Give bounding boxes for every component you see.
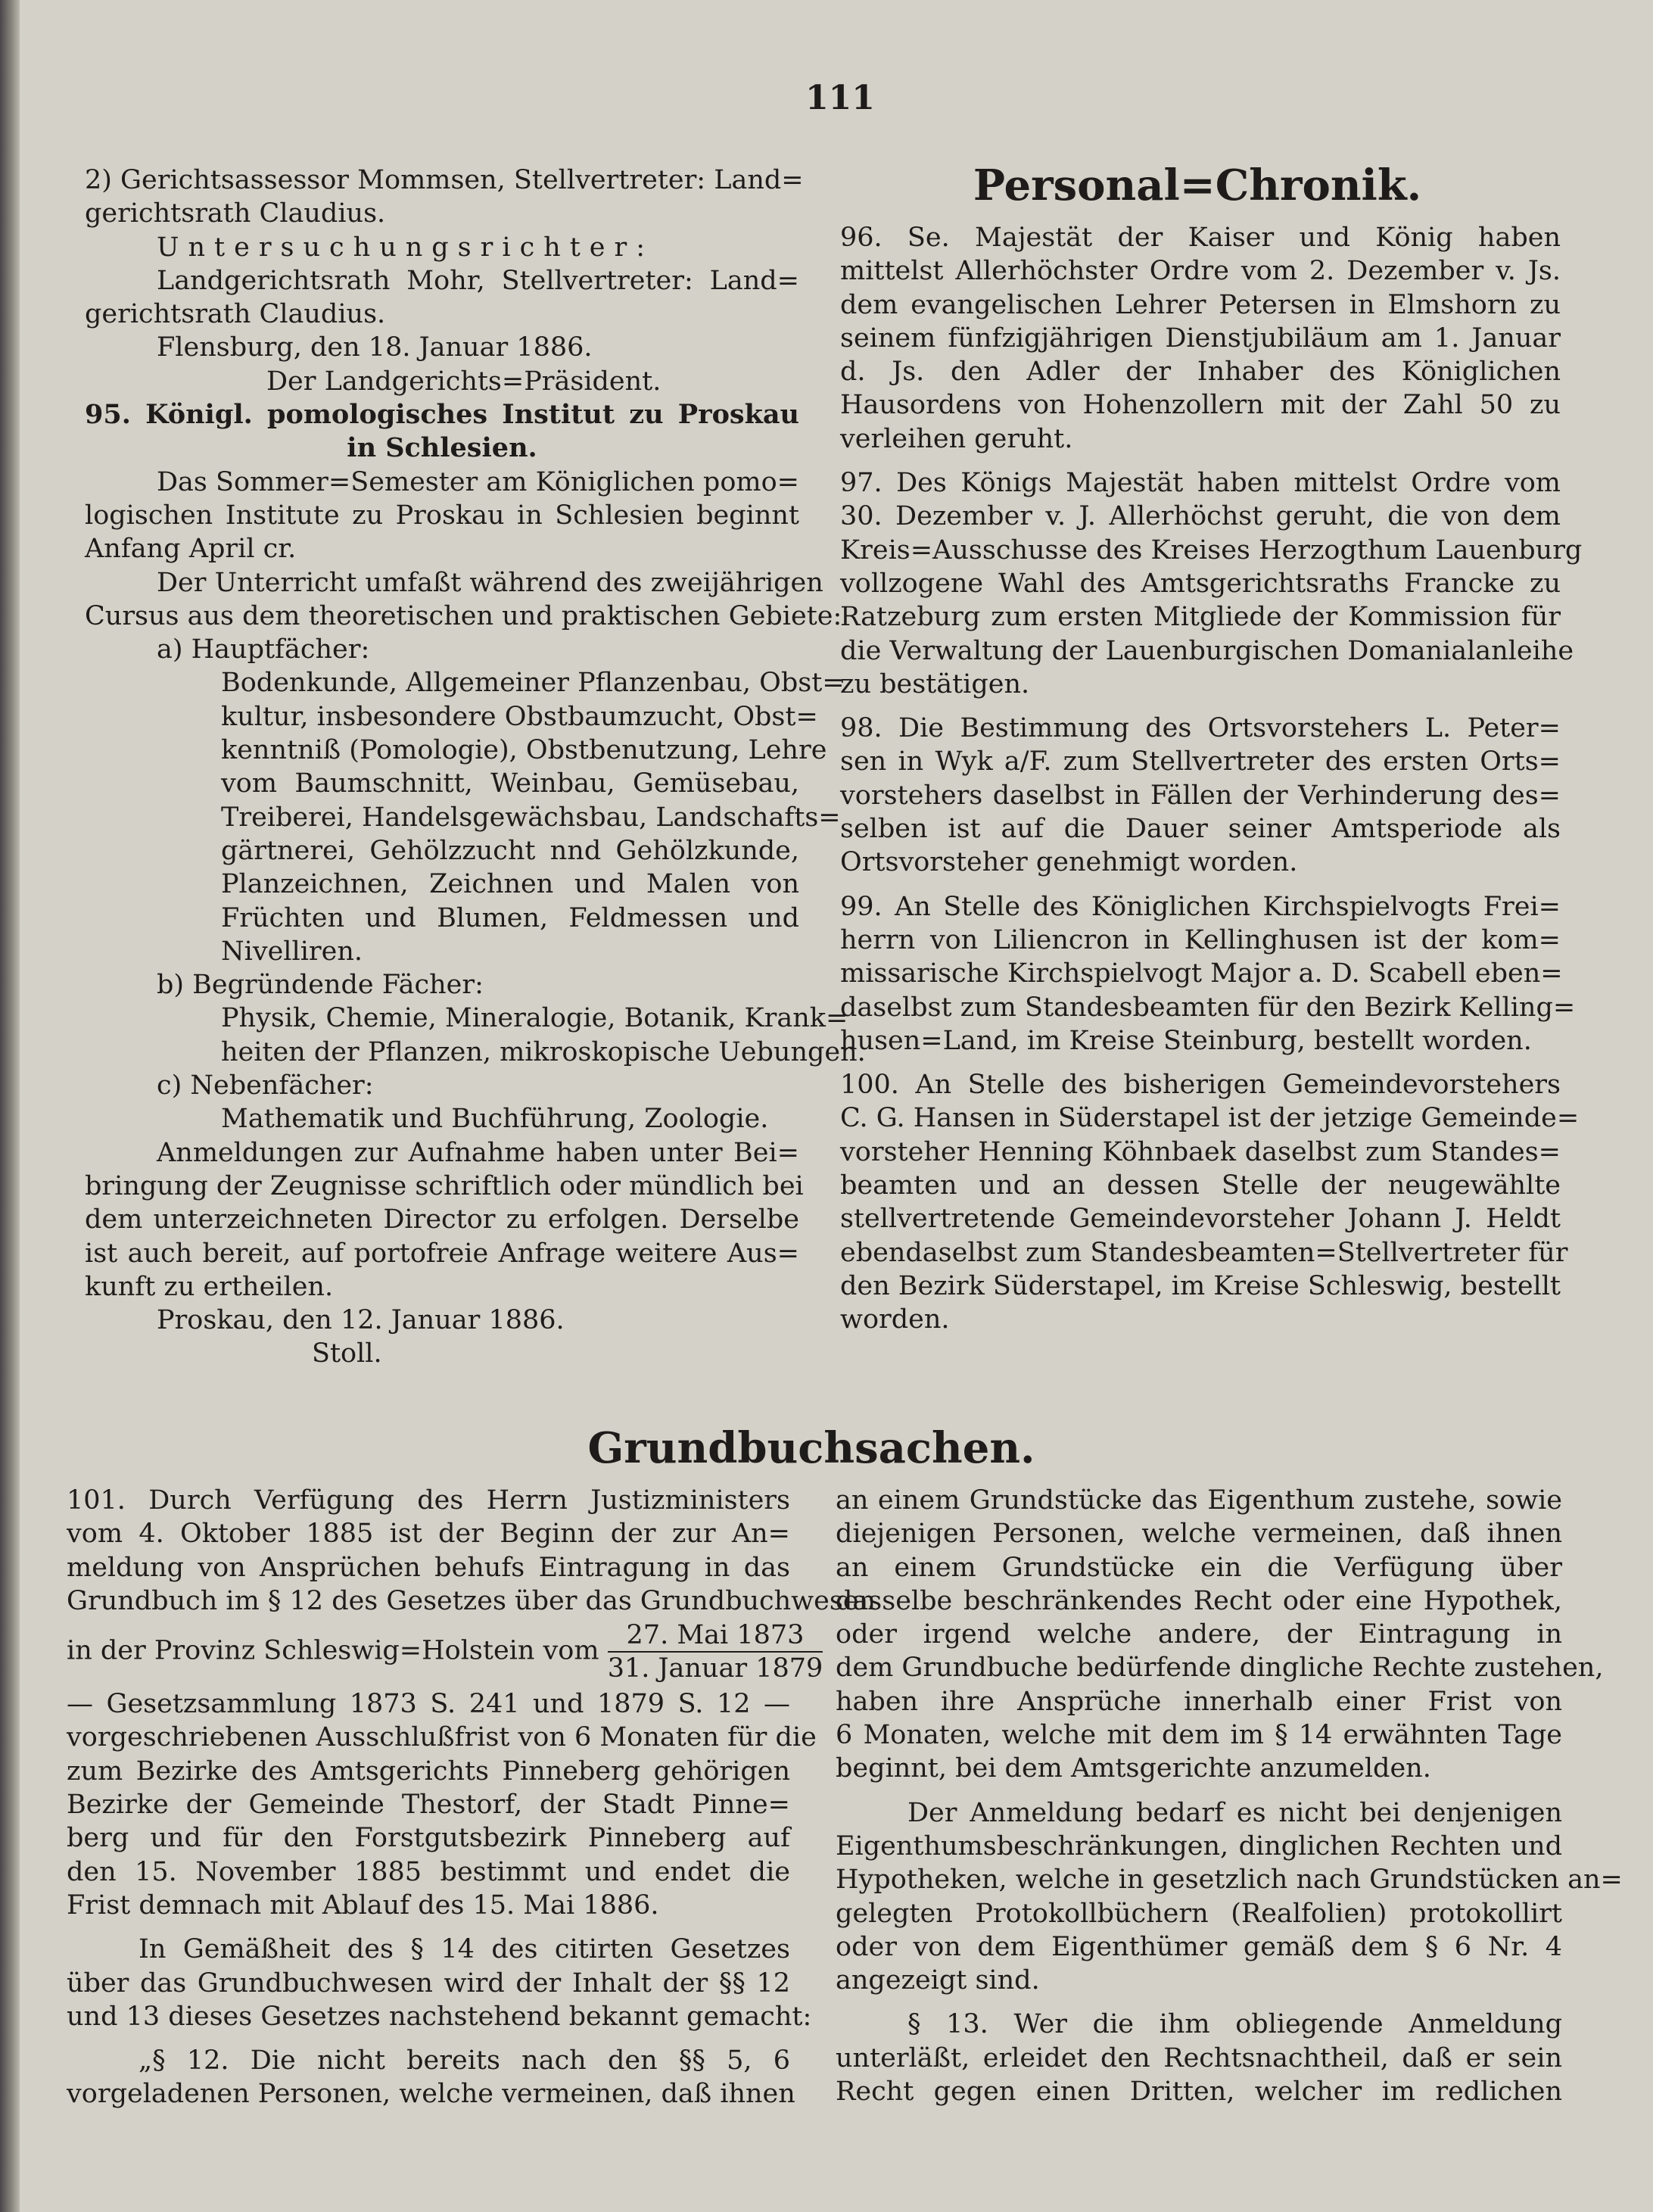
text-line: vorgeladenen Personen, welche vermeinen, daß ihnen [67, 2079, 795, 2110]
text-line: bringung der Zeugnisse schriftlich oder mündlich bei [85, 1170, 804, 1201]
text-line: 100. An Stelle des bisherigen Gemeindevorstehers [840, 1070, 1561, 1101]
grundbuch-left-column [67, 1484, 876, 2111]
text-line: Bodenkunde, Allgemeiner Pflanzenbau, Obst= [221, 668, 845, 699]
text-line: missarische Kirchspielvogt Major a. D. Scabell eben= [840, 958, 1563, 989]
text-line: Der Unterricht umfaßt während des zweijährigen [157, 567, 823, 598]
text-line: Landgerichtsrath Mohr, Stellvertreter: Land= [157, 265, 799, 296]
text-line: kenntniß (Pomologie), Obstbenutzung, Lehre [221, 735, 827, 766]
text-line: vorstehers daselbst in Fällen der Verhinderung des= [840, 780, 1561, 811]
text-line: Eigenthumsbeschränkungen, dinglichen Rechten und [836, 1830, 1562, 1862]
text-line: Untersuchungsrichter: [157, 232, 655, 263]
text-line: meldung von Ansprüchen behufs Eintragung in das [67, 1552, 790, 1583]
text-line: Der Anmeldung bedarf es nicht bei denjenigen [907, 1797, 1562, 1828]
text-line: 98. Die Bestimmung des Ortsvorstehers L. Peter= [840, 713, 1561, 744]
text-line: vom Baumschnitt, Weinbau, Gemüsebau, [221, 768, 799, 799]
text-line: dem evangelischen Lehrer Petersen in Elmshorn zu [840, 289, 1561, 320]
text-line: d. Js. den Adler der Inhaber des Königlichen [840, 357, 1561, 388]
text-line: C. G. Hansen in Süderstapel ist der jetzige Gemeinde= [840, 1103, 1580, 1134]
text-line: Früchten und Blumen, Feldmessen und [221, 902, 799, 933]
text-line: In Gemäßheit des § 14 des citirten Gesetzes [139, 1934, 790, 1965]
text-line: Das Sommer=Semester am Königlichen pomo= [157, 466, 799, 497]
text-line: und 13 dieses Gesetzes nachstehend bekannt gemacht: [67, 2001, 812, 2032]
text-line: Anfang April cr. [85, 534, 297, 565]
text-line: haben ihre Ansprüche innerhalb einer Frist von [836, 1686, 1562, 1717]
text-line: beamten und an dessen Stelle der neugewählte [840, 1170, 1561, 1201]
text-line: dem unterzeichneten Director zu erfolgen. Derselbe [85, 1204, 799, 1235]
text-line: c) Nebenfächer: [157, 1070, 374, 1101]
text-line: den 15. November 1885 bestimmt und endet die [67, 1856, 790, 1887]
grundbuch-right-column [836, 1484, 1623, 2108]
text-line: unterläßt, erleidet den Rechtsnachtheil, daß er sein [836, 2042, 1562, 2073]
page-binding-edge [0, 0, 20, 2212]
text-line: oder von dem Eigenthümer gemäß dem § 6 Nr. 4 [836, 1931, 1562, 1962]
text-line: vollzogene Wahl des Amtsgerichtsraths Francke zu [840, 568, 1561, 599]
text-line: dasselbe beschränkendes Recht oder eine Hypothek, [836, 1585, 1562, 1616]
text-line: kunft zu ertheilen. [85, 1271, 334, 1302]
text-line: in Schlesien. [347, 432, 537, 464]
text-line: Stoll. [312, 1338, 382, 1369]
text-line: Mathematik und Buchführung, Zoologie. [221, 1104, 769, 1135]
text-line: worden. [840, 1304, 950, 1335]
text-line: kultur, insbesondere Obstbaumzucht, Obst= [221, 701, 818, 732]
text-line: 99. An Stelle des Königlichen Kirchspielvogts Frei= [840, 891, 1561, 922]
text-line: selben ist auf die Dauer seiner Amtsperiode als [840, 814, 1561, 845]
text-line: sen in Wyk a/F. zum Stellvertreter des ersten Orts= [840, 746, 1561, 777]
text-line: Ortsvorsteher genehmigt worden. [840, 847, 1298, 878]
text-line: heiten der Pflanzen, mikroskopische Uebungen. [221, 1036, 866, 1067]
right-column [840, 221, 1583, 1337]
text-line: 95. Königl. pomologisches Institut zu Proskau [85, 399, 799, 431]
text-line: Hausordens von Hohenzollern mit der Zahl 50 zu [840, 390, 1561, 421]
text-line: diejenigen Personen, welche vermeinen, daß ihnen [836, 1519, 1562, 1550]
text-line: seinem fünfzigjährigen Dienstjubiläum am 1. Januar [840, 322, 1561, 354]
text-line: Kreis=Ausschusse des Kreises Herzogthum Lauenburg [840, 534, 1583, 565]
left-column [85, 164, 866, 1371]
text-line: berg und für den Forstgutsbezirk Pinneberg auf [67, 1823, 790, 1854]
text-line: dem Grundbuche bedürfende dingliche Rechte zustehen, [836, 1653, 1604, 1684]
text-line: Recht gegen einen Dritten, welcher im redlichen [836, 2076, 1562, 2108]
text-line: Proskau, den 12. Januar 1886. [157, 1305, 565, 1336]
text-line: Der Landgerichts=Präsident. [266, 366, 662, 397]
section-heading-grundbuchsachen: Grundbuchsachen. [587, 1423, 1035, 1473]
text-line: zum Bezirke des Amtsgerichts Pinneberg gehörigen [67, 1756, 790, 1787]
text-line: Flensburg, den 18. Januar 1886. [157, 332, 593, 363]
text-line: an einem Grundstücke das Eigenthum zustehe, sowie [836, 1485, 1562, 1516]
text-line: vom 4. Oktober 1885 ist der Beginn der zur An= [67, 1519, 790, 1550]
text-line: Bezirke der Gemeinde Thestorf, der Stadt Pinne= [67, 1790, 790, 1821]
text-line: vorgeschriebenen Ausschlußfrist von 6 Monaten für die [67, 1722, 817, 1753]
text-line: 97. Des Königs Majestät haben mittelst Ordre vom [840, 468, 1561, 499]
date-fraction [608, 1619, 823, 1684]
text-line: Physik, Chemie, Mineralogie, Botanik, Krank= [221, 1003, 848, 1034]
text-line: Hypotheken, welche in gesetzlich nach Grundstücken an= [836, 1865, 1623, 1896]
text-line: 30. Dezember v. J. Allerhöchst geruht, die von dem [840, 501, 1561, 532]
text-line: Grundbuch im § 12 des Gesetzes über das Grundbuchwesen [67, 1585, 876, 1616]
text-line: Treiberei, Handelsgewächsbau, Landschafts= [221, 802, 841, 833]
text-line: gelegten Protokollbüchern (Realfolien) protokollirt [836, 1898, 1562, 1929]
text-line: Cursus aus dem theoretischen und praktischen Gebiete: [85, 600, 842, 631]
text-line: Anmeldungen zur Aufnahme haben unter Bei= [157, 1137, 799, 1168]
text-line: logischen Institute zu Proskau in Schlesien beginnt [85, 500, 799, 531]
text-line: a) Hauptfächer: [157, 634, 370, 665]
text-line: stellvertretende Gemeindevorsteher Johann J. Heldt [840, 1204, 1561, 1235]
text-line: gerichtsrath Claudius. [85, 299, 386, 330]
text-line: „§ 12. Die nicht bereits nach den §§ 5, 6 [139, 2045, 790, 2076]
text-line: § 13. Wer die ihm obliegende Anmeldung [907, 2009, 1562, 2040]
text-line: 101. Durch Verfügung des Herrn Justizministers [67, 1485, 790, 1516]
text-line: verleihen geruht. [840, 423, 1073, 454]
page-number: 111 [805, 79, 875, 117]
text-line: über das Grundbuchwesen wird der Inhalt der §§ 12 [67, 1967, 790, 1999]
text-line: Frist demnach mit Ablauf des 15. Mai 1886. [67, 1890, 659, 1921]
fraction-prefix: in der Provinz Schleswig=Holstein vom [67, 1635, 599, 1666]
text-line: herrn von Liliencron in Kellinghusen ist der kom= [840, 924, 1561, 955]
text-line: gärtnerei, Gehölzzucht nnd Gehölzkunde, [221, 835, 799, 866]
text-line: Nivelliren. [221, 936, 363, 967]
text-line: zu bestätigen. [840, 668, 1030, 699]
text-line: 2) Gerichtsassessor Mommsen, Stellvertreter: Land= [85, 165, 804, 195]
text-line: — Gesetzsammlung 1873 S. 241 und 1879 S. 12 — [67, 1689, 790, 1720]
text-line: vorsteher Henning Köhnbaek daselbst zum Standes= [840, 1136, 1561, 1167]
text-line: beginnt, bei dem Amtsgerichte anzumelden. [836, 1753, 1431, 1784]
fraction-bottom: 31. Januar 1879 [607, 1653, 823, 1684]
text-line: ebendaselbst zum Standesbeamten=Stellvertreter für [840, 1237, 1568, 1268]
text-line: Ratzeburg zum ersten Mitgliede der Kommission für [840, 602, 1561, 633]
text-line: die Verwaltung der Lauenburgischen Domanialanleihe [840, 635, 1574, 666]
text-line: den Bezirk Süderstapel, im Kreise Schleswig, bestellt [840, 1270, 1561, 1301]
text-line: Planzeichnen, Zeichnen und Malen von [221, 869, 799, 900]
fraction-top: 27. Mai 1873 [608, 1619, 823, 1653]
text-line: 6 Monaten, welche mit dem im § 14 erwähnten Tage [836, 1720, 1562, 1751]
text-line: b) Begründende Fächer: [157, 970, 484, 1001]
text-line: 96. Se. Majestät der Kaiser und König haben [840, 223, 1561, 253]
text-line: mittelst Allerhöchster Ordre vom 2. Dezember v. Js. [840, 256, 1561, 287]
text-line: ist auch bereit, auf portofreie Anfrage weitere Aus= [85, 1238, 799, 1269]
fraction-line [67, 1619, 823, 1684]
section-heading-personal-chronik: Personal=Chronik. [973, 160, 1422, 210]
text-line: angezeigt sind. [836, 1965, 1040, 1996]
text-line: gerichtsrath Claudius. [85, 198, 386, 229]
text-line: daselbst zum Standesbeamten für den Bezirk Kelling= [840, 992, 1576, 1023]
text-line: an einem Grundstücke ein die Verfügung über [836, 1552, 1562, 1583]
text-line: oder irgend welche andere, der Eintragung in [836, 1619, 1562, 1650]
text-line: husen=Land, im Kreise Steinburg, bestellt worden. [840, 1025, 1532, 1056]
